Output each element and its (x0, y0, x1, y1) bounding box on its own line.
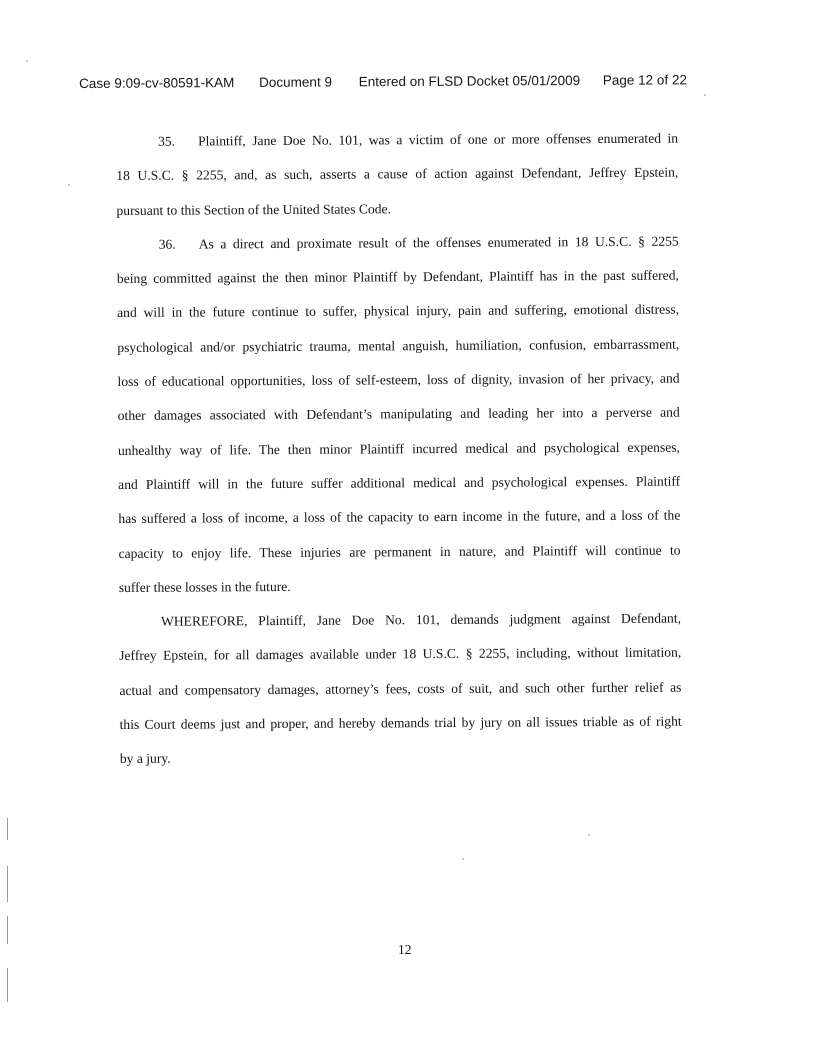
paragraph-line: Jeffrey Epstein, for all damages available under 18 U.S.C. § 2255, including, without limitation, (119, 645, 682, 664)
paragraph-line: being committed against the then minor Plaintiff by Defendant, Plaintiff has in the past suffered, (116, 267, 679, 287)
paragraph-line: 36. As a direct and proximate result of the offenses enumerated in 18 U.S.C. § 2255 (117, 230, 679, 268)
paragraph-number: 35. (158, 133, 176, 149)
document-number: Document 9 (259, 74, 332, 90)
page-number: 12 (398, 942, 412, 957)
scan-speck (26, 60, 28, 62)
paragraph-line: and will in the future continue to suffer, physical injury, pain and suffering, emotional distress, (117, 302, 680, 321)
paragraph-line: by a jury. (119, 751, 171, 767)
scan-speck (588, 834, 590, 836)
wherefore-clause (119, 608, 682, 783)
paragraph-line: loss of educational opportunities, loss of self-esteem, loss of dignity, invasion of her privacy, and (117, 370, 680, 390)
scan-artifact (7, 916, 8, 944)
paragraph-line: suffer these losses in the future. (118, 578, 291, 595)
document-body (116, 128, 682, 783)
scan-artifact (7, 866, 8, 902)
paragraph-line: actual and compensatory damages, attorney’s fees, costs of suit, and such other further relief as (119, 679, 682, 698)
paragraph-line: 18 U.S.C. § 2255, and, as such, asserts a cause of action against Defendant, Jeffrey Epstein, (116, 164, 679, 184)
paragraph-line: WHEREFORE, Plaintiff, Jane Doe No. 101, demands judgment against Defendant, (160, 610, 682, 629)
paragraph-line: other damages associated with Defendant’s manipulating and leading her into a perverse and (117, 404, 680, 424)
paragraph-line: capacity to enjoy life. These injuries are permanent in nature, and Plaintiff will continue to (118, 542, 681, 561)
scan-speck (462, 858, 464, 860)
docket-entry-date: Entered on FLSD Docket 05/01/2009 (358, 72, 581, 90)
court-filing-header (79, 72, 687, 91)
page-of-total: Page 12 of 22 (602, 72, 687, 88)
paragraph-line: and Plaintiff will in the future suffer additional medical and psychological expenses. Plaintiff (118, 473, 681, 492)
paragraph-number: 36. (158, 236, 176, 252)
paragraph-line: 35. Plaintiff, Jane Doe No. 101, was a victim of one or more offenses enumerated in (116, 128, 678, 166)
scan-speck (704, 94, 706, 96)
paragraph-36 (117, 230, 681, 611)
scan-artifact (7, 818, 8, 840)
paragraph-line: unhealthy way of life. The then minor Plaintiff incurred medical and psychological expenses, (117, 439, 680, 458)
paragraph-line: has suffered a loss of income, a loss of the capacity to earn income in the future, and a loss of the (118, 507, 681, 527)
paragraph-35 (116, 128, 679, 234)
case-number: Case 9:09-cv-80591-KAM (79, 75, 235, 91)
paragraph-line: psychological and/or psychiatric trauma, mental anguish, humiliation, confusion, embarrassment, (117, 336, 680, 355)
scan-artifact (7, 968, 8, 1002)
paragraph-line: pursuant to this Section of the United States Code. (116, 200, 392, 218)
paragraph-line: this Court deems just and proper, and hereby demands trial by jury on all issues triable as of right (119, 713, 682, 733)
scan-speck (68, 184, 70, 186)
